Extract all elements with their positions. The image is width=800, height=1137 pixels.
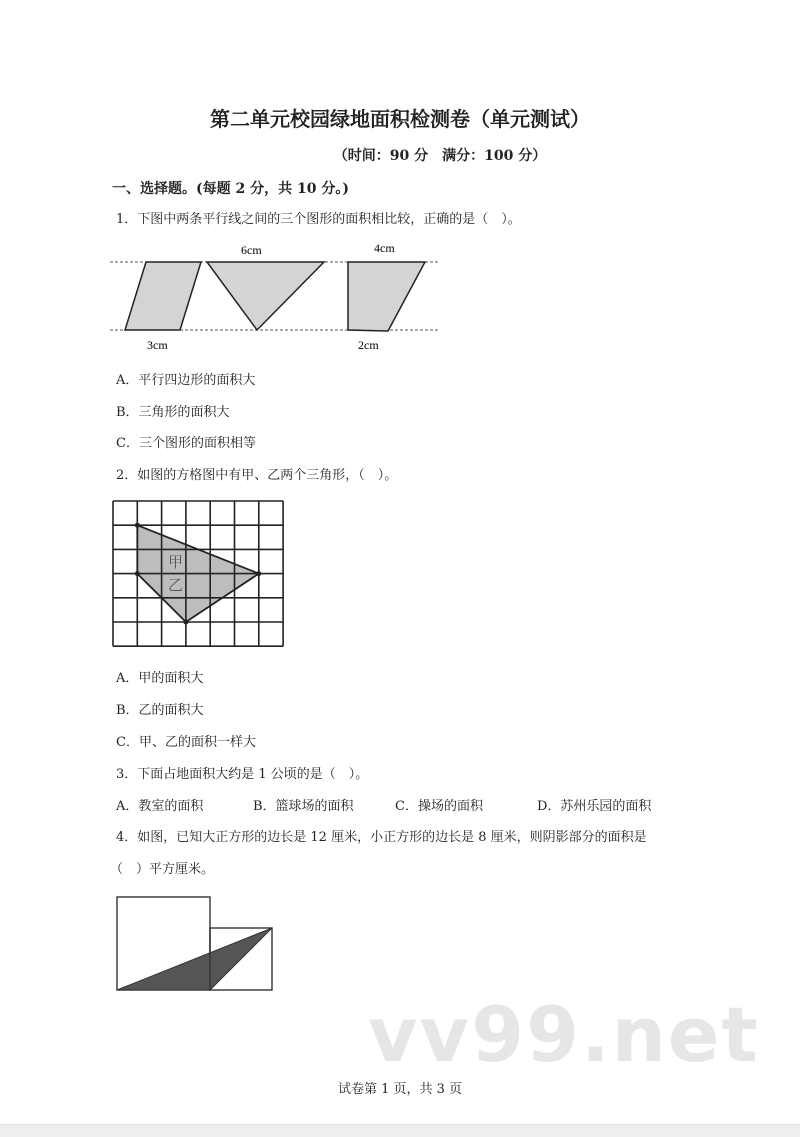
triangle [207,262,324,330]
figure-parallel-shapes [100,230,450,360]
vertex-dot [135,571,140,576]
question-1: 1．下图中两条平行线之间的三个图形的面积相比较，正确的是（ ）。 [116,212,521,227]
vertex-dot [256,571,261,576]
exam-info: （时间：90 分 满分：100 分） [333,148,547,164]
label-6cm: 6cm [241,243,262,257]
page-footer: 试卷第 1 页，共 3 页 [337,1082,463,1097]
figure-two-squares [110,890,280,1000]
q3-option-b: B．篮球场的面积 [253,799,354,814]
q1-option-a: A．平行四边形的面积大 [116,373,256,388]
page-bottom-edge [0,1124,800,1137]
q3-option-a: A．教室的面积 [116,799,204,814]
vertex-dot [183,620,188,625]
question-4-cont: （ ）平方厘米。 [110,862,215,877]
q2-option-b: B．乙的面积大 [116,703,204,718]
q1-option-c: C．三个图形的面积相等 [116,436,256,451]
watermark: vv99.net [368,990,760,1079]
question-4: 4．如图，已知大正方形的边长是 12 厘米，小正方形的边长是 8 厘米，则阴影部分的面积是 [116,830,647,845]
question-2: 2．如图的方格图中有甲、乙两个三角形，（ ）。 [116,468,398,483]
q2-option-a: A．甲的面积大 [116,671,204,686]
section-heading: 一、选择题。(每题 2 分，共 10 分。) [112,181,349,197]
label-3cm: 3cm [147,338,168,352]
question-3: 3．下面占地面积大约是 1 公顷的是（ ）。 [116,767,369,782]
label-yi: 乙 [168,576,184,594]
label-jia: 甲 [168,553,184,571]
q1-option-b: B．三角形的面积大 [116,405,230,420]
vertex-dot [135,523,140,528]
trapezoid [348,262,425,331]
figure-grid-triangles [110,498,290,650]
page-title: 第二单元校园绿地面积检测卷（单元测试） [210,107,590,131]
q3-option-c: C．操场的面积 [395,799,483,814]
q2-option-c: C．甲、乙的面积一样大 [116,735,256,750]
label-4cm: 4cm [374,241,395,255]
parallelogram [125,262,201,330]
label-2cm: 2cm [358,338,379,352]
q3-option-d: D．苏州乐园的面积 [537,799,652,814]
